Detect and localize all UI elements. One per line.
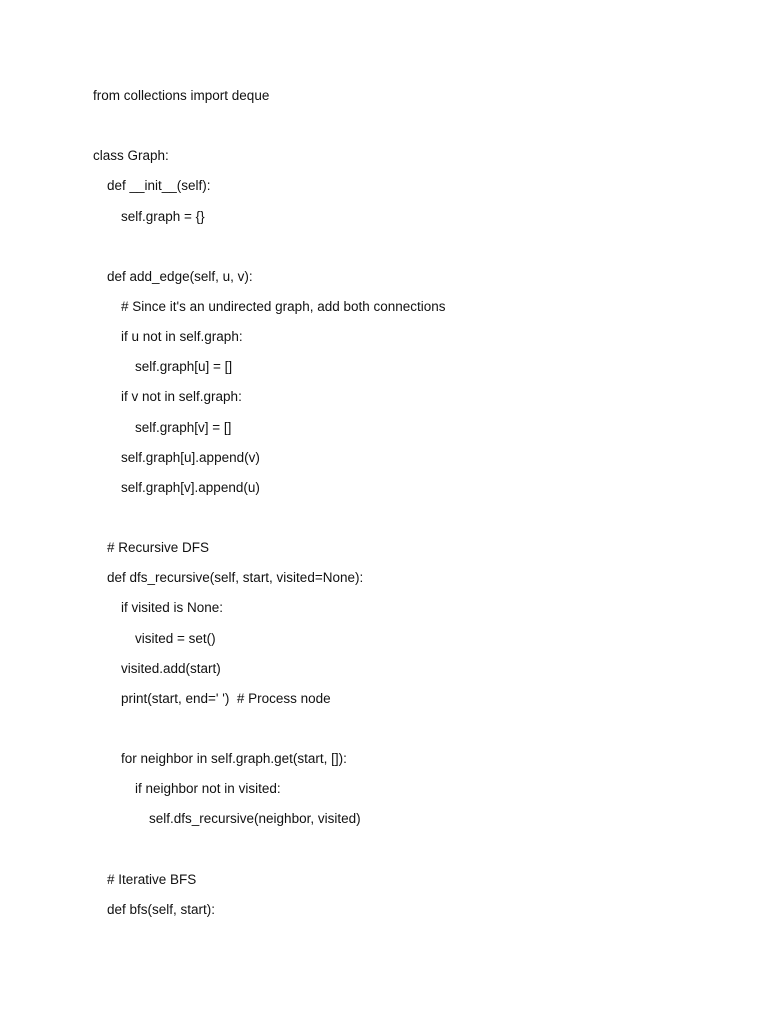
code-line: def __init__(self): [107,178,211,194]
code-line: visited.add(start) [121,660,221,676]
code-line: def bfs(self, start): [107,901,216,917]
code-line: self.graph = {} [121,208,205,224]
code-line: def dfs_recursive(self, start, visited=None): [107,570,364,586]
code-line: if v not in self.graph: [121,389,242,405]
code-line: self.graph[v] = [] [135,419,232,435]
code-block [93,86,713,930]
code-line: # Iterative BFS [107,871,197,887]
code-line: visited = set() [135,630,216,646]
blank-line [93,116,713,146]
code-line: class Graph: [93,148,169,164]
code-line: # Recursive DFS [107,540,210,556]
blank-line [93,719,713,749]
code-line: self.graph[v].append(u) [121,479,260,495]
blank-line [93,840,713,870]
code-line: if visited is None: [121,600,224,616]
code-line: if neighbor not in visited: [135,781,281,797]
blank-line [93,508,713,538]
code-line: print(start, end=' ') # Process node [121,690,331,706]
code-line: # Since it's an undirected graph, add both connections [121,298,446,314]
code-line: from collections import deque [93,88,270,103]
code-line: for neighbor in self.graph.get(start, []): [121,751,347,767]
code-line: if u not in self.graph: [121,329,243,345]
code-line: self.graph[u] = [] [135,359,233,375]
blank-line [93,237,713,267]
code-line: self.graph[u].append(v) [121,449,260,465]
code-line: self.dfs_recursive(neighbor, visited) [149,811,361,827]
code-line: def add_edge(self, u, v): [107,268,253,284]
